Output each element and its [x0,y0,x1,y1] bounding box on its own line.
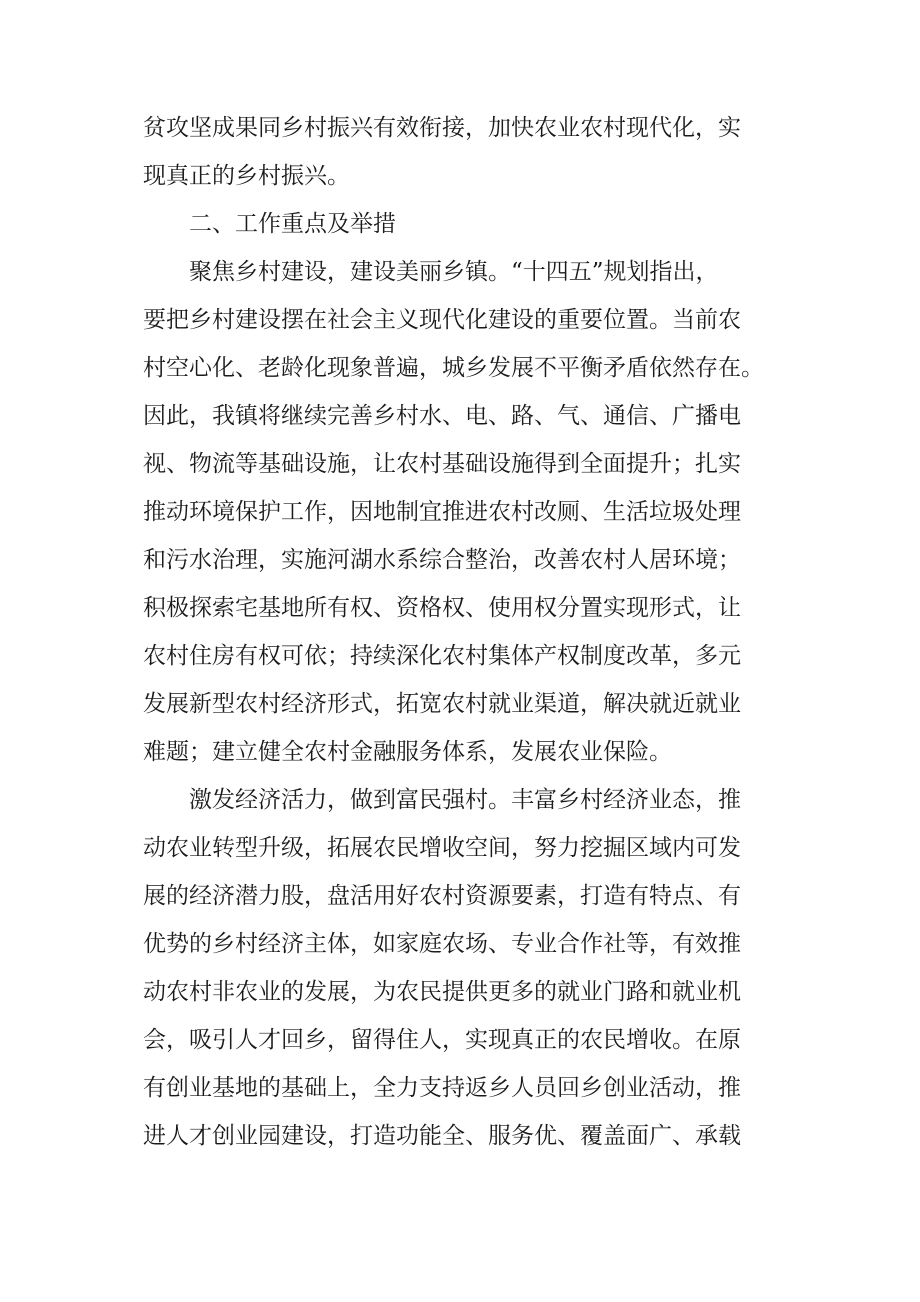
text-line: 因此，我镇将继续完善乡村水、电、路、气、通信、广播电 [143,403,741,429]
text-line: 聚焦乡村建设，建设美丽乡镇。“十四五”规划指出， [143,259,719,285]
text-line: 优势的乡村经济主体，如家庭农场、专业合作社等，有效推 [143,931,741,957]
text-line: 贫攻坚成果同乡村振兴有效衔接，加快农业农村现代化，实 [143,115,741,141]
body-text [143,104,783,1160]
text-line: 积极探索宅基地所有权、资格权、使用权分置实现形式，让 [143,595,741,621]
text-line: 现真正的乡村振兴。 [143,163,350,189]
text-line: 要把乡村建设摆在社会主义现代化建设的重要位置。当前农 [143,307,741,333]
text-line: 动农业转型升级，拓展农民增收空间，努力挖掘区域内可发 [143,835,741,861]
text-line: 进人才创业园建设，打造功能全、服务优、覆盖面广、承载 [143,1123,741,1149]
text-line: 激发经济活力，做到富民强村。丰富乡村经济业态，推 [143,787,741,813]
text-line: 推动环境保护工作，因地制宜推进农村改厕、生活垃圾处理 [143,499,741,525]
text-line: 农村住房有权可依；持续深化农村集体产权制度改革，多元 [143,643,741,669]
text-line: 会，吸引人才回乡，留得住人，实现真正的农民增收。在原 [143,1027,741,1053]
text-line: 视、物流等基础设施，让农村基础设施得到全面提升；扎实 [143,451,741,477]
text-line: 难题；建立健全农村金融服务体系，发展农业保险。 [143,739,672,765]
text-line: 村空心化、老龄化现象普遍，城乡发展不平衡矛盾依然存在。 [143,355,764,381]
text-line: 动农村非农业的发展，为农民提供更多的就业门路和就业机 [143,979,741,1005]
text-line: 发展新型农村经济形式，拓宽农村就业渠道，解决就近就业 [143,691,741,717]
text-line: 有创业基地的基础上，全力支持返乡人员回乡创业活动，推 [143,1075,741,1101]
text-line: 和污水治理，实施河湖水系综合整治，改善农村人居环境； [143,547,741,573]
text-line: 展的经济潜力股，盘活用好农村资源要素，打造有特点、有 [143,883,741,909]
section-heading: 二、工作重点及举措 [143,211,396,237]
